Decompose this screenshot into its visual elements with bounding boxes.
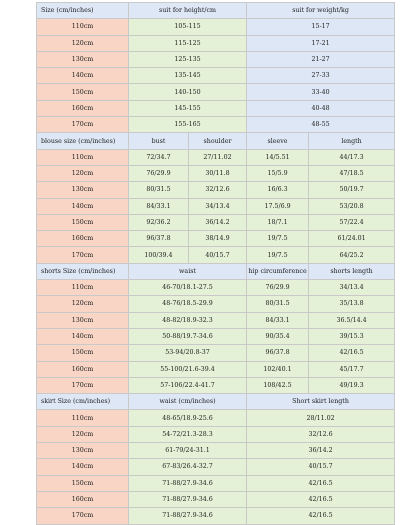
size-cell: 130cm [37,443,129,459]
table2-header-row [37,133,395,149]
size-cell: 140cm [37,198,129,214]
value-cell: 17-21 [247,35,395,51]
value-cell: 42/16.5 [247,508,395,524]
value-cell: 76/29.9 [247,280,309,296]
value-cell: 40/15.7 [247,459,395,475]
value-cell: 34/13.4 [309,280,395,296]
table2-header-cell: blouse size (cm/inches) [37,133,129,149]
value-cell: 42/16.5 [309,345,395,361]
table2-header-cell: bust [129,133,189,149]
table3-header-cell: shorts Size (cm/inches) [37,263,129,279]
value-cell: 102/40.1 [247,361,309,377]
value-cell: 80/31.5 [247,296,309,312]
value-cell: 108/42.5 [247,377,309,393]
value-cell: 80/31.5 [129,182,189,198]
size-cell: 160cm [37,491,129,507]
value-cell: 33-40 [247,84,395,100]
table3-row [37,328,395,344]
table4-row [37,475,395,491]
value-cell: 15-17 [247,19,395,35]
table2-header-cell: length [309,133,395,149]
value-cell: 53-94/20.8-37 [129,345,247,361]
value-cell: 55-100/21.6-39.4 [129,361,247,377]
size-cell: 120cm [37,165,129,181]
table2-header-cell: shoulder [189,133,247,149]
value-cell: 64/25.2 [309,247,395,263]
value-cell: 48-55 [247,117,395,133]
table1-row [37,68,395,84]
value-cell: 48-65/18.9-25.6 [129,410,247,426]
value-cell: 48-76/18.5-29.9 [129,296,247,312]
value-cell: 48-82/18.9-32.3 [129,312,247,328]
table1-header-cell: suit for height/cm [129,3,247,19]
table4-row [37,410,395,426]
value-cell: 40/15.7 [189,247,247,263]
table4-header-cell: Short skirt length [247,394,395,410]
value-cell: 76/29.9 [129,165,189,181]
size-cell: 130cm [37,312,129,328]
table1-row [37,51,395,67]
value-cell: 36/14.2 [189,214,247,230]
value-cell: 27/11.02 [189,149,247,165]
table2-row [37,165,395,181]
table4-header-cell: skirt Size (cm/inches) [37,394,129,410]
value-cell: 125-135 [129,51,247,67]
value-cell: 71-88/27.9-34.6 [129,475,247,491]
value-cell: 53/20.8 [309,198,395,214]
size-cell: 170cm [37,247,129,263]
size-cell: 120cm [37,35,129,51]
table1-row [37,35,395,51]
size-cell: 150cm [37,84,129,100]
size-cell: 130cm [37,51,129,67]
value-cell: 67-83/26.4-32.7 [129,459,247,475]
value-cell: 84/33.1 [247,312,309,328]
table2-row [37,198,395,214]
table3-row [37,377,395,393]
value-cell: 16/6.3 [247,182,309,198]
size-cell: 150cm [37,345,129,361]
size-cell: 170cm [37,508,129,524]
size-cell: 140cm [37,459,129,475]
value-cell: 39/15.3 [309,328,395,344]
value-cell: 34/13.4 [189,198,247,214]
table4-row [37,491,395,507]
size-cell: 160cm [37,231,129,247]
value-cell: 57/22.4 [309,214,395,230]
table2-row [37,149,395,165]
value-cell: 47/18.5 [309,165,395,181]
table1-row [37,117,395,133]
value-cell: 38/14.9 [189,231,247,247]
size-cell: 140cm [37,68,129,84]
value-cell: 145-155 [129,100,247,116]
size-cell: 110cm [37,410,129,426]
size-cell: 170cm [37,117,129,133]
value-cell: 84/33.1 [129,198,189,214]
size-cell: 110cm [37,280,129,296]
table1-header-cell: Size (cm/inches) [37,3,129,19]
table3-row [37,361,395,377]
table1-row [37,84,395,100]
table2-row [37,231,395,247]
table3-header-cell: shorts length [309,263,395,279]
table3-header-row [37,263,395,279]
table3-row [37,280,395,296]
value-cell: 46-70/18.1-27.5 [129,280,247,296]
table1-row [37,19,395,35]
value-cell: 71-88/27.9-34.6 [129,508,247,524]
value-cell: 32/12.6 [189,182,247,198]
value-cell: 28/11.02 [247,410,395,426]
table3-row [37,312,395,328]
value-cell: 36/14.2 [247,443,395,459]
table2-header-cell: sleeve [247,133,309,149]
size-chart-sheet [36,2,394,525]
value-cell: 96/37.8 [129,231,189,247]
value-cell: 15/5.9 [247,165,309,181]
size-cell: 120cm [37,296,129,312]
value-cell: 19/7.5 [247,247,309,263]
size-cell: 160cm [37,100,129,116]
value-cell: 19/7.5 [247,231,309,247]
table4-row [37,443,395,459]
table4-row [37,426,395,442]
table4-row [37,508,395,524]
value-cell: 35/13.8 [309,296,395,312]
value-cell: 45/17.7 [309,361,395,377]
table1-header-row [37,3,395,19]
size-cell: 130cm [37,182,129,198]
table4-row [37,459,395,475]
size-cell: 150cm [37,214,129,230]
value-cell: 17.5/6.9 [247,198,309,214]
value-cell: 49/19.3 [309,377,395,393]
value-cell: 96/37.8 [247,345,309,361]
value-cell: 36.5/14.4 [309,312,395,328]
table3-row [37,345,395,361]
value-cell: 14/5.51 [247,149,309,165]
value-cell: 72/34.7 [129,149,189,165]
value-cell: 155-165 [129,117,247,133]
size-cell: 110cm [37,149,129,165]
value-cell: 57-106/22.4-41.7 [129,377,247,393]
value-cell: 105-115 [129,19,247,35]
table3-header-cell: waist [129,263,247,279]
value-cell: 50/19.7 [309,182,395,198]
table1-header-cell: suit for weight/kg [247,3,395,19]
value-cell: 40-48 [247,100,395,116]
table2-row [37,182,395,198]
value-cell: 100/39.4 [129,247,189,263]
value-cell: 21-27 [247,51,395,67]
table3-row [37,296,395,312]
size-chart-body [37,3,395,525]
value-cell: 32/12.6 [247,426,395,442]
value-cell: 115-125 [129,35,247,51]
table3-header-cell: hip circumference [247,263,309,279]
size-cell: 160cm [37,361,129,377]
value-cell: 44/17.3 [309,149,395,165]
value-cell: 61-79/24-31.1 [129,443,247,459]
value-cell: 27-33 [247,68,395,84]
table1-row [37,100,395,116]
size-cell: 110cm [37,19,129,35]
value-cell: 30/11.8 [189,165,247,181]
value-cell: 71-88/27.9-34.6 [129,491,247,507]
table4-header-cell: waist (cm/inches) [129,394,247,410]
table4-header-row [37,394,395,410]
table2-row [37,214,395,230]
size-cell: 120cm [37,426,129,442]
size-cell: 140cm [37,328,129,344]
size-chart-table [36,2,395,525]
size-cell: 170cm [37,377,129,393]
value-cell: 42/16.5 [247,491,395,507]
value-cell: 135-145 [129,68,247,84]
value-cell: 90/35.4 [247,328,309,344]
value-cell: 92/36.2 [129,214,189,230]
value-cell: 18/7.1 [247,214,309,230]
value-cell: 140-150 [129,84,247,100]
table2-row [37,247,395,263]
value-cell: 61/24.01 [309,231,395,247]
value-cell: 42/16.5 [247,475,395,491]
value-cell: 54-72/21.3-28.3 [129,426,247,442]
value-cell: 50-88/19.7-34.6 [129,328,247,344]
size-cell: 150cm [37,475,129,491]
